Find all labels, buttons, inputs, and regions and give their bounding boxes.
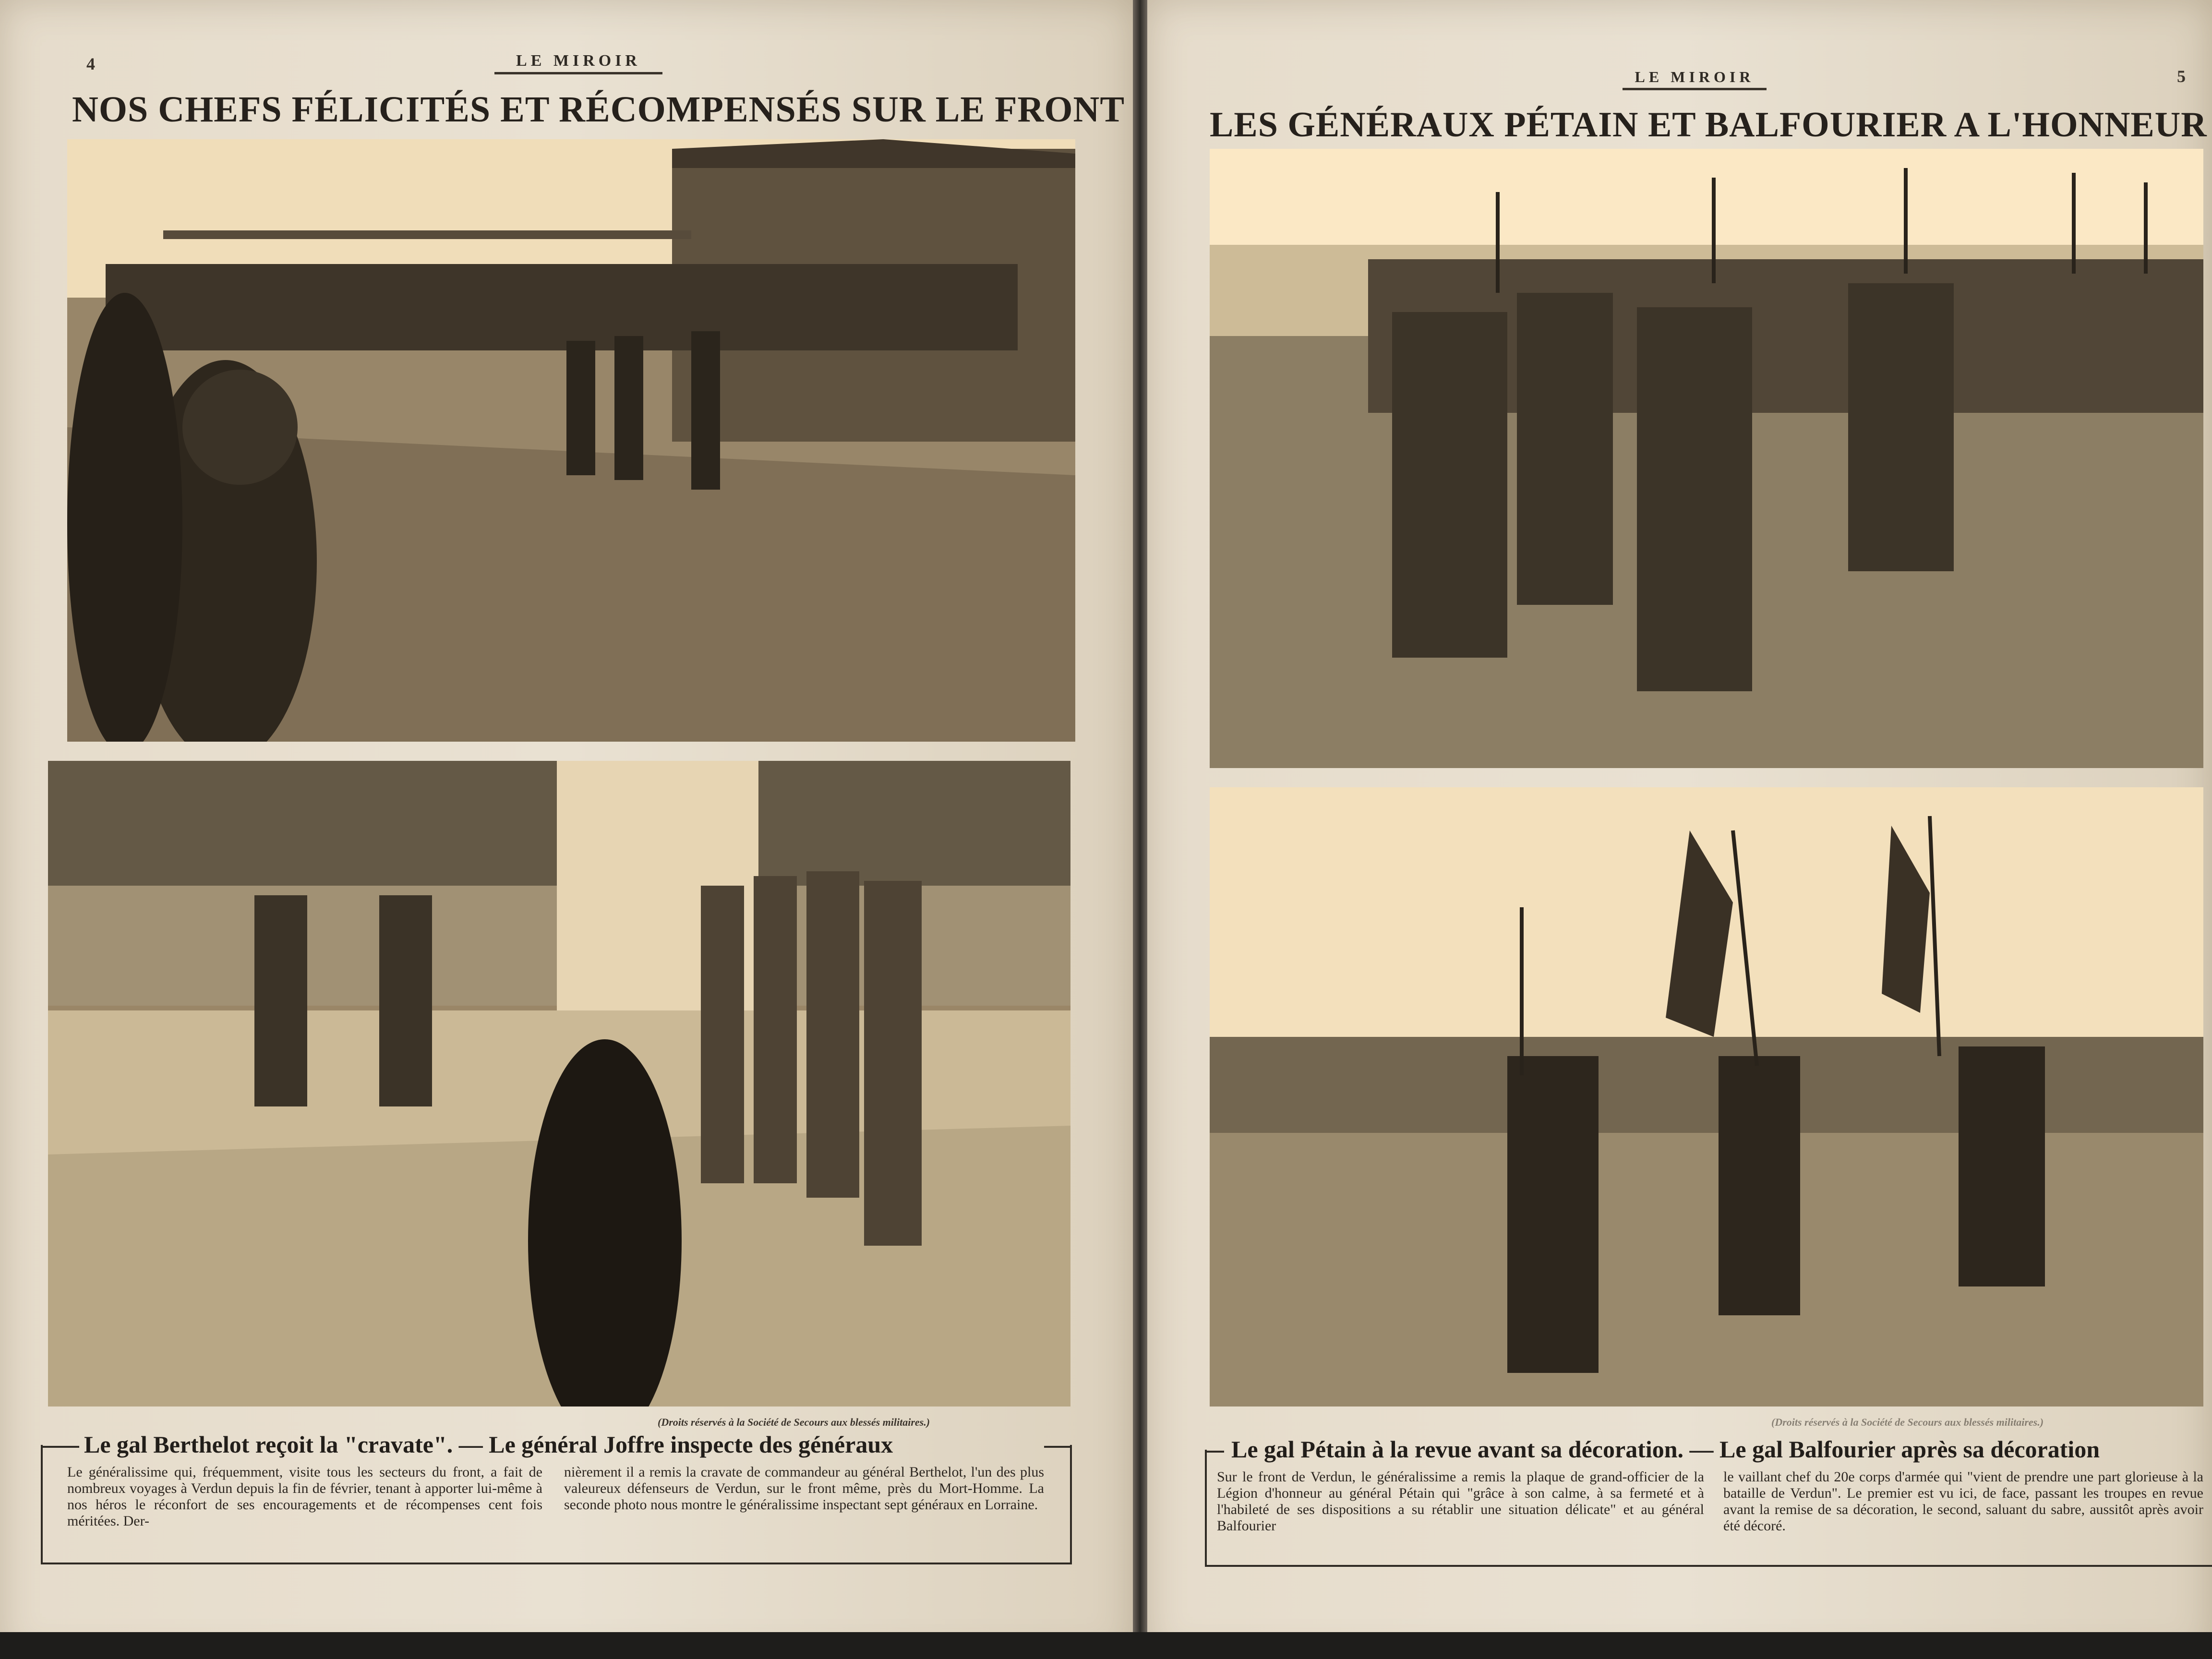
headline: LES GÉNÉRAUX PÉTAIN ET BALFOURIER A L'HONNEUR	[1210, 105, 2207, 144]
photo-balfourier-flags	[1210, 787, 2203, 1407]
page-gutter	[1133, 0, 1147, 1659]
caption-rule-left	[1205, 1451, 1224, 1453]
photo-joffre-inspecting	[48, 761, 1070, 1407]
caption-rule-left	[41, 1446, 79, 1448]
masthead: LE MIROIR	[1623, 68, 1767, 90]
page-number: 5	[2177, 67, 2186, 86]
photo-petain-review	[1210, 149, 2203, 768]
caption-title: Le gal Pétain à la revue avant sa décoration. — Le gal Balfourier après sa décoration	[1231, 1436, 2100, 1463]
caption-rule-right	[1044, 1446, 1070, 1448]
headline: NOS CHEFS FÉLICITÉS ET RÉCOMPENSÉS SUR LE FRONT	[72, 89, 1125, 130]
photo-generals-review-road	[67, 139, 1075, 742]
caption-text-col-2: le vaillant chef du 20e corps d'armée qui "vient de prendre une part glorieuse à la bataille de Verdun". Le premier est vu ici, de face, passant les troupes en revue avant la remise de sa décoration, le second, saluant du sabre, aussitôt après avoir été décoré.	[1723, 1469, 2203, 1534]
caption-text-col-1: Le généralissime qui, fréquemment, visite tous les secteurs du front, a fait de nombreux voyages à Verdun depuis la fin de février, tenant à apporter lui-même à nos héros le réconfort de ses encouragements et de récompenses cent fois méritées. Der-	[67, 1464, 542, 1529]
right-page	[1147, 0, 2212, 1659]
masthead: LE MIROIR	[494, 52, 662, 74]
caption-text-col-2: nièrement il a remis la cravate de commandeur au général Berthelot, l'un des plus valeureux défenseurs de Verdun, sur le front même, près du Mort-Homme. La seconde photo nous montre le généralissime inspectant sept généraux en Lorraine.	[564, 1464, 1044, 1513]
caption-text-col-1: Sur le front de Verdun, le généralissime a remis la plaque de grand-officier de la Légion d'honneur au général Pétain qui "grâce à son calme, à sa fermeté et à l'habileté de ses dispositions a su rétablir une situation délicate" et au général Balfourier	[1217, 1469, 1704, 1534]
photo-credit: (Droits réservés à la Société de Secours aux blessés militaires.)	[1771, 1416, 2044, 1428]
photo-credit: (Droits réservés à la Société de Secours aux blessés militaires.)	[658, 1416, 930, 1428]
caption-title: Le gal Berthelot reçoit la "cravate". — Le général Joffre inspecte des généraux	[84, 1431, 893, 1458]
page-number: 4	[86, 54, 95, 73]
table-edge	[0, 1632, 2212, 1659]
